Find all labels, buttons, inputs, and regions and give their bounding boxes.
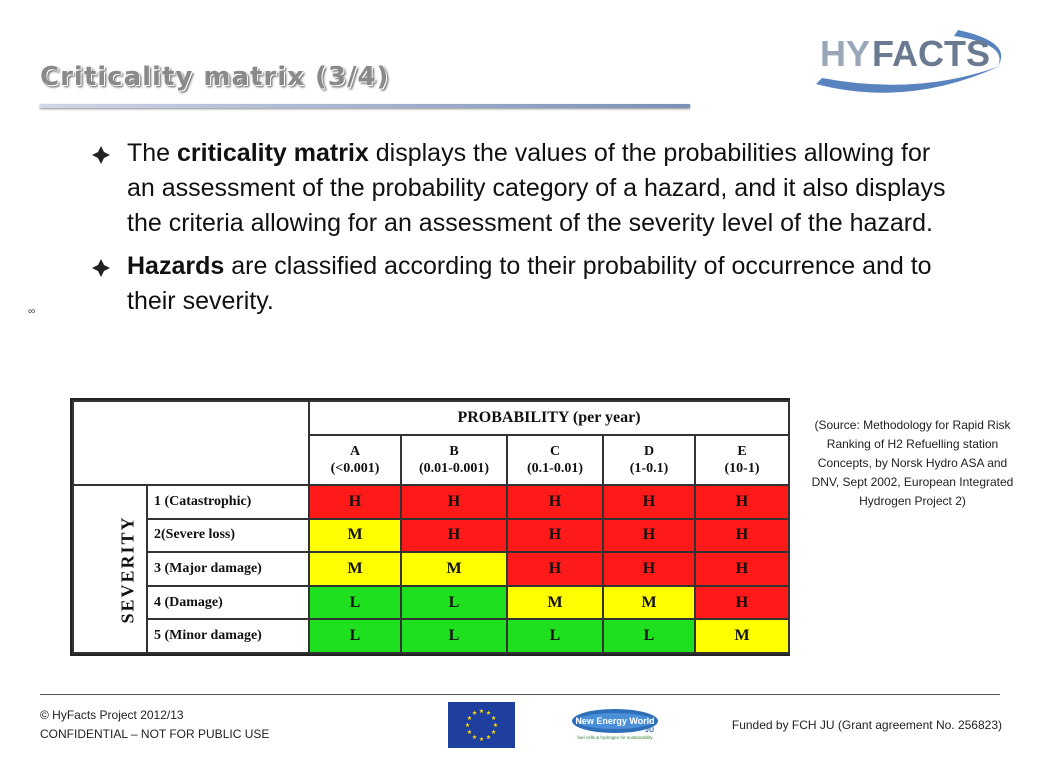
probability-column-c: C (0.1-0.01) (507, 435, 603, 485)
severity-label: 3 (Major damage) (147, 552, 309, 586)
source-note: (Source: Methodology for Rapid Risk Ranking of H2 Refuelling station Concepts, by Norsk Hydro ASA and DNV, Sept 2002, European Integrated Hydrogen Project 2) (811, 418, 1014, 508)
severity-row (73, 519, 789, 553)
probability-column-b: B (0.01-0.001) (401, 435, 507, 485)
bullet-text-bold: criticality matrix (177, 139, 369, 167)
svg-text:New Energy World: New Energy World (575, 716, 655, 726)
severity-row (73, 586, 789, 620)
bullet-item (92, 136, 962, 241)
matrix-cell: L (309, 619, 401, 653)
matrix-cell: M (507, 586, 603, 620)
matrix-cell: H (603, 552, 695, 586)
severity-row (73, 619, 789, 653)
matrix-cell: H (695, 552, 789, 586)
title-underline (40, 104, 690, 108)
severity-row (73, 485, 789, 519)
severity-label: 1 (Catastrophic) (147, 485, 309, 519)
matrix-cell: L (309, 586, 401, 620)
matrix-cell: L (401, 586, 507, 620)
eu-flag-icon (448, 702, 515, 748)
bullet-item (92, 249, 962, 319)
matrix-cell: H (507, 519, 603, 553)
hyfacts-logo (808, 22, 1008, 102)
matrix-cell: H (695, 586, 789, 620)
severity-label: 2(Severe loss) (147, 519, 309, 553)
matrix-cell: H (603, 519, 695, 553)
matrix-cell: H (507, 485, 603, 519)
bullet-text-post: displays the values of the probabilities allowing for an assessment of the probability category of a hazard, and it also displays the criteria allowing for an assessment of the severity level of the hazard. (127, 139, 946, 237)
matrix-corner (73, 401, 309, 485)
small-mark: ∞ (28, 306, 36, 317)
severity-label: 5 (Minor damage) (147, 619, 309, 653)
severity-row (73, 552, 789, 586)
severity-label: 4 (Damage) (147, 586, 309, 620)
matrix-cell: H (695, 519, 789, 553)
diamond-bullet-icon (92, 146, 110, 164)
svg-text:FACTS: FACTS (872, 33, 991, 74)
svg-text:HY: HY (820, 33, 871, 74)
probability-column-a: A (<0.001) (309, 435, 401, 485)
svg-text:JU: JU (645, 727, 654, 734)
matrix-cell: M (309, 519, 401, 553)
matrix-cell: H (401, 519, 507, 553)
severity-header: SEVERITY (73, 485, 147, 653)
bullet-list (92, 136, 962, 327)
matrix-cell: H (401, 485, 507, 519)
probability-column-e: E (10-1) (695, 435, 789, 485)
matrix-cell: M (401, 552, 507, 586)
confidential-text: CONFIDENTIAL – NOT FOR PUBLIC USE (40, 727, 270, 741)
matrix-cell: M (695, 619, 789, 653)
matrix-cell: L (603, 619, 695, 653)
copyright-text: © HyFacts Project 2012/13 (40, 708, 184, 722)
bullet-text-bold: Hazards (127, 252, 225, 280)
matrix-cell: H (695, 485, 789, 519)
matrix-cell: H (603, 485, 695, 519)
slide-title: Criticality matrix (3/4) (40, 62, 390, 92)
footer-left (40, 706, 269, 744)
svg-text:fuel cells & hydrogen for sust: fuel cells & hydrogen for sustainability (577, 735, 653, 740)
diamond-bullet-icon (92, 259, 110, 277)
matrix-cell: L (507, 619, 603, 653)
bullet-text-pre: The (127, 139, 178, 167)
bullet-text-post: are classified according to their probability of occurrence and to their severity. (127, 252, 932, 315)
matrix-cell: H (507, 552, 603, 586)
criticality-matrix (72, 400, 790, 654)
matrix-cell: M (603, 586, 695, 620)
matrix-cell: M (309, 552, 401, 586)
funding-text: Funded by FCH JU (Grant agreement No. 256823) (731, 718, 1002, 732)
new-energy-world-logo (570, 706, 660, 742)
footer-divider (40, 694, 1000, 695)
probability-column-d: D (1-0.1) (603, 435, 695, 485)
probability-header: PROBABILITY (per year) (309, 401, 789, 435)
matrix-cell: L (401, 619, 507, 653)
matrix-cell: H (309, 485, 401, 519)
